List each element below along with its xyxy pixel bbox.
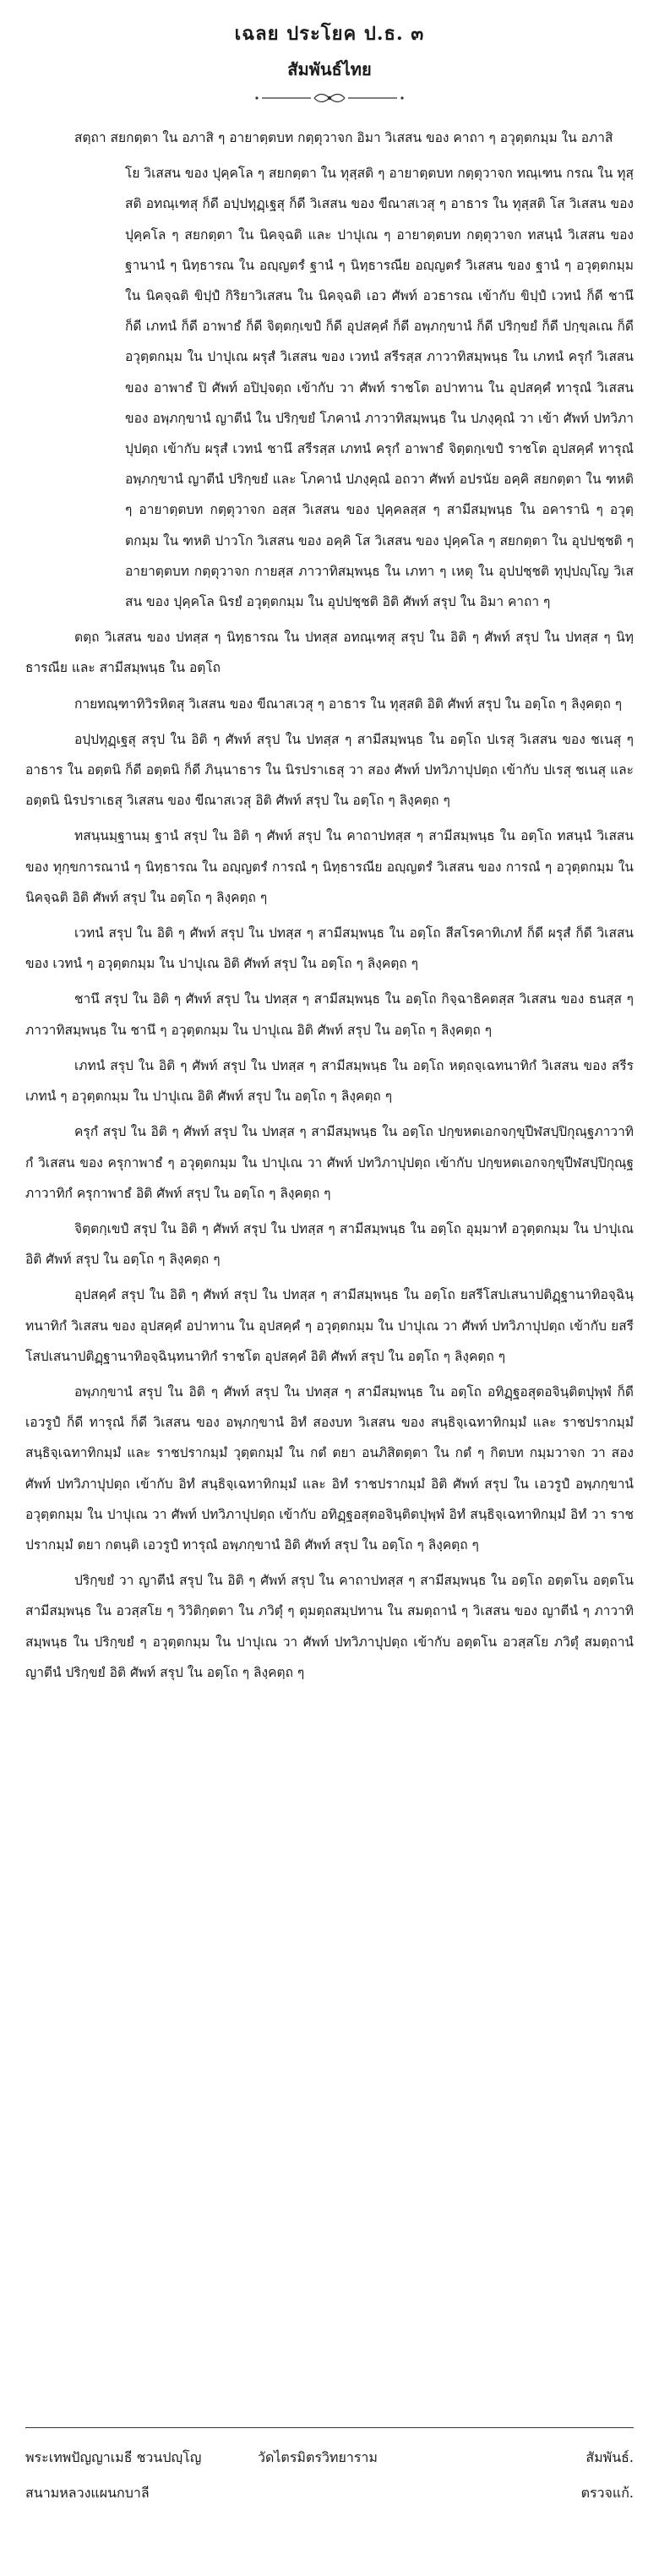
paragraph: สตฺถา สยกตฺตา ใน อภาสิ ๆ อายาตฺตบท กตฺตุวาจก อิมา วิเสสน ของ คาถา ๆ อวุตฺตกมฺม ใน อภาสิ xyxy=(74,130,613,145)
footer-divider xyxy=(25,2427,634,2428)
paragraph: อปฺปทุฏฺเฐสุ สรุป ใน อิติ ๆ ศัพท์ สรุป ใน ปทสฺส ๆ สามีสมฺพนฺธ ใน อตฺโถ ปเรสุ วิเสสน ของ ชเนสุ ๆ อาธาร ใน อตฺตนิ ก็ดี อตฺตนิ ก็ดี ภินฺนาธาร ใน นิรปราเธสุ วา สอง ศัพท์ ปทวิภาปุปตฺถ เข้ากับ ปเรสุ ชเนสุ และ อตฺตนิ นิรปราเธสุ วิเสสน ของ ขีณาสเวสุ อิติ ศัพท์ สรุป ใน อตฺโถ ๆ ลิงฺคตฺถ ๆ xyxy=(25,731,634,809)
decorative-divider-icon xyxy=(0,88,659,108)
footer-temple: วัดไตรมิตรวิทยาราม xyxy=(258,2449,378,2465)
paragraph: ทสนฺนมฺฐานมฺ ฐานํ สรุป ใน อิติ ๆ ศัพท์ สรุป ใน คาถาปทสฺส ๆ สามีสมฺพนฺธ ใน อตฺโถ ทสนฺนํ วิเสสน ของ ทุกฺขการณานํ ๆ นิทฺธารณ ใน อญฺญตรํ การณํ ๆ นิทฺธารณีย อญฺญตรํ วิเสสน ของ การณํ ๆ อวุตฺตกมฺม ใน นิคจฺฉติ อิติ ศัพท์ สรุป ใน อตฺโถ ๆ ลิงฺคตฺถ ๆ xyxy=(25,828,634,905)
paragraph: อพฺภกฺขานํ สรุป ใน อิติ ๆ ศัพท์ สรุป ใน ปทสฺส ๆ สามีสมฺพนฺธ ใน อตฺโถ อทิฏฺฐอสุตอจินฺติตปุพฺพํ ก็ดี เอวรูปํ ก็ดี ทารุณํ ก็ดี วิเสสน ของ อพฺภกฺขานํ อิทํ สองบท วิเสสน ของ สนฺธิจฺเฉทาทิกมฺมํ และ ราชปรากมฺมํ สนฺธิจฺเฉทาทิกมฺมํ และ ราชปรากมฺมํ วุตฺตกมฺมํ ใน กตํ ตยา อนภิสิตตฺตา ใน กตํ ๆ กิตบท กมฺมวาจก วา สองศัพท์ ปทวิภาปุปตฺถ เข้ากับ อิทํ สนฺธิจฺเฉทาทิกมฺมํ และ อิทํ ราชปรากมฺมํ อิติ ศัพท์ สรุป ใน เอวรูปํ อพฺภกฺขานํ อวุตฺตกมฺม ใน ปาปุเณ วา ศัพท์ ปทวิภาปุปตฺถ เข้ากับ อทิฏฺฐอสุตอจินฺติตปุพฺพํ อิทํ สนฺธิจฺเฉทาทิกมฺมํ อิทํ วา ราชปรากมฺมํ ตยา กตนฺติ เอวรูปํ ทารุณํ อพฺภกฺขานํ อิติ ศัพท์ สรุป ใน อตฺโถ ๆ ลิงฺคตฺถ ๆ xyxy=(25,1384,634,1553)
page-title: เฉลย ประโยค ป.ธ. ๓ xyxy=(234,23,425,45)
footer-author: พระเทพปัญญาเมธี ชวนปญฺโญ xyxy=(25,2449,202,2465)
paragraph: กายทณฺฑาทิวิรหิตสุ วิเสสน ของ ขีณาสเวสุ ๆ อาธาร ใน ทุสฺสติ อิติ ศัพท์ สรุป ใน อตฺโถ ๆ ลิงฺคตฺถ ๆ xyxy=(74,696,623,712)
paragraph: ครุกํ สรุป ใน อิติ ๆ ศัพท์ สรุป ใน ปทสฺส ๆ สามีสมฺพนฺธ ใน อตฺโถ ปกฺขหตเอกจกฺขุปีฬสปฺปิกุณฺฐภาวาทิกํ วิเสสน ของ ครุกาพาธํ ๆ อวุตฺตกมฺม ใน ปาปุเณ วา ศัพท์ ปทวิภาปุปตฺถ เข้ากับ ปกฺขหตเอกจกฺขุปีฬสปฺปิกุณฺฐภาวาทิกํ ครุกาพาธํ อิติ ศัพท์ สรุป ใน อตฺโถ ๆ ลิงฺคตฺถ ๆ xyxy=(25,1124,634,1201)
page-subtitle: สัมพันธ์ไทย xyxy=(287,59,372,79)
paragraph: เวทนํ สรุป ใน อิติ ๆ ศัพท์ สรุป ใน ปทสฺส ๆ สามีสมฺพนฺธ ใน อตฺโถ สีสโรคาทิเภทํ ก็ดี ผรุสํ ก็ดี วิเสสน ของ เวทนํ ๆ อวุตฺตกมฺม ใน ปาปุเณ อิติ ศัพท์ สรุป ใน อตฺโถ ๆ ลิงฺคตฺถ ๆ xyxy=(25,925,634,972)
paragraph: ปริกฺขยํ วา ญาตีนํ สรุป ใน อิติ ๆ ศัพท์ สรุป ใน คาถาปทสฺส ๆ สามีสมฺพนฺธ ใน อตฺโถ อตฺตโน อตฺตโน สามีสมฺพนฺธ ใน อวสฺสโย ๆ วิวิติกฺตตา ใน ภวิตุํ ๆ ตุมตฺถสมฺปทาน ใน สมตฺถานํ ๆ วิเสสน ของ ญาตีนํ ๆ ภาวาทิสมฺพนฺธ ใน ปริกฺขยํ ๆ อวุตฺตกมฺม ใน ปาปุเณ วา ศัพท์ ปทวิภาปุปตฺถ เข้ากับ อตฺตโน อวสฺสโย ภวิตุํ สมตฺถานํ ญาตีนํ ปริกฺขยํ อิติ ศัพท์ สรุป ใน อตฺโถ ๆ ลิงฺคตฺถ ๆ xyxy=(25,1573,634,1680)
document-body xyxy=(25,123,634,1693)
footer-status: ตรวจแก้. xyxy=(580,2485,634,2501)
paragraph: เภทนํ สรุป ใน อิติ ๆ ศัพท์ สรุป ใน ปทสฺส ๆ สามีสมฺพนฺธ ใน อตฺโถ หตฺถจฺเฉทนาทิกํ วิเสสน ของ สรีรเภทนํ ๆ อวุตฺตกมฺม ใน ปาปุเณ อิติ ศัพท์ สรุป ใน อตฺโถ ๆ ลิงฺคตฺถ ๆ xyxy=(25,1057,634,1105)
paragraph: อุปสคฺคํ สรุป ใน อิติ ๆ ศัพท์ สรุป ใน ปทสฺส ๆ สามีสมฺพนฺธ ใน อตฺโถ ยสรีโสปเสนาปติฏฺฐานาทิอจฺฉินฺทนาทิกํ วิเสสน ของ อุปสคฺคํ อปาทาน ใน อุปสคฺคํ ๆ อวุตฺตกมฺม ใน ปาปุเณ วา ศัพท์ ปทวิภาปุปตฺถ เข้ากับ ยสรีโสปเสนาปติฏฺฐานาทิอจฺฉินฺทนาทิกํ ราชโต อุปสคฺคํ อิติ ศัพท์ สรุป ใน อตฺโถ ๆ ลิงฺคตฺถ ๆ xyxy=(25,1287,634,1364)
paragraph: ตตฺถ วิเสสน ของ ปทสฺส ๆ นิทฺธารณ ใน ปทสฺส อทณฺเฑสุ สรุป ใน อิติ ๆ ศัพท์ สรุป ใน ปทสฺส ๆ นิทฺธารณีย และ สามีสมฺพนฺธ ใน อตฺโถ xyxy=(25,630,634,676)
paragraph: โย วิเสสน ของ ปุคฺคโล ๆ สยกตฺตา ใน ทุสฺสติ ๆ อายาตฺตบท กตฺตุวาจก ทณฺเฑน กรณ ใน ทุสฺสติ อทณฺเฑสุ ก็ดี อปฺปทุฏฺเฐสุ ก็ดี วิเสสน ของ ขีณาสเวสุ ๆ อาธาร ใน ทุสฺสติ โส วิเสสน ของ ปุคฺคโล ๆ สยกตฺตา ใน นิคจฺฉติ และ ปาปุเณ ๆ อายาตฺตบท กตฺตุวาจก ทสนฺนํ วิเสสน ของ ฐานานํ ๆ นิทฺธารณ ใน อญฺญตรํ ฐานํ ๆ นิทฺธารณีย อญฺญตรํ วิเสสน ของ ฐานํ ๆ อวุตฺตกมฺม ใน นิคจฺฉติ ขิปฺปํ กิริยาวิเสสน ใน นิคจฺฉติ เอว ศัพท์ อวธารณ เข้ากับ ขิปฺปํ เวทนํ ก็ดี ชานึ ก็ดี เภทนํ ก็ดี อาพาธํ ก็ดี จิตฺตกฺเขปํ ก็ดี อุปสคฺคํ ก็ดี อพฺภกฺขานํ ก็ดี ปริกฺขยํ ก็ดี ปกฺขฺลเณ ก็ดี อวุตฺตกมฺม ใน ปาปุเณ ผรุสํ วิเสสน ของ เวทนํ สรีรสฺส ภาวาทิสมฺพนฺธ ใน เภทนํ ครุกํ วิเสสน ของ อาพาธํ ปิ ศัพท์ อปิปฺจตฺถ เข้ากับ วา ศัพท์ ราชโต อปาทาน ใน อุปสคฺคํ ทารุณํ วิเสสน ของ อพฺภกฺขานํ ญาตีนํ ใน ปริกฺขยํ โภคานํ ภาวาทิสมฺพนฺธ ใน ปภงฺคุณํ วา เข้า ศัพท์ ปทวิภาปุปตฺถ เข้ากับ ผรุสํ เวทนํ ชานึ สรีรสฺส เภทนํ ครุกํ อาพาธํ จิตฺตกฺเขปํ ราชโต อุปสคฺคํ ทารุณํ อพฺภกฺขานํ ญาตีนํ ปริกฺขยํ และ โภคานํ ปภงฺคุณํ อถวา ศัพท์ อปรนัย อคฺคิ สยกตฺตา ใน ฑหติ ๆ อายาตฺตบท กตฺตุวาจก อสฺส วิเสสน ของ ปุคฺคลสฺส ๆ สามีสมฺพนฺธ ใน อคารานิ ๆ อวุตฺตกมฺม ใน ฑหติ ปาวโก วิเสสน ของ อคฺคิ โส วิเสสน ของ ปุคฺคโล ๆ สยกตฺตา ใน อุปปชฺชติ ๆ อายาตฺตบท กตฺตุวาจก กายสฺส ภาวาทิสมฺพนฺธ ใน เภทา ๆ เหตุ ใน อุปปชฺชติ ทุปฺปญฺโญ วิเสสน ของ ปุคฺคโล นิรยํ อวุตฺตกมฺม ใน อุปปชฺชติ อิติ ศัพท์ สรุป ใน อิมา คาถา ๆ xyxy=(125,166,634,610)
paragraph: ชานึ สรุป ใน อิติ ๆ ศัพท์ สรุป ใน ปทสฺส ๆ สามีสมฺพนฺธ ใน อตฺโถ กิจฺฉาธิคตสฺส วิเสสน ของ ธนสฺส ๆ ภาวาทิสมฺพนฺธ ใน ชานึ ๆ อวุตฺตกมฺม ใน ปาปุเณ อิติ ศัพท์ สรุป ใน อตฺโถ ๆ ลิงฺคตฺถ ๆ xyxy=(25,991,634,1038)
footer-role: สัมพันธ์. xyxy=(585,2449,634,2465)
paragraph: จิตฺตกฺเขปํ สรุป ใน อิติ ๆ ศัพท์ สรุป ใน ปทสฺส ๆ สามีสมฺพนฺธ ใน อตฺโถ อุมฺมาทํ อวุตฺตกมฺม ใน ปาปุเณ อิติ ศัพท์ สรุป ใน อตฺโถ ๆ ลิงฺคตฺถ ๆ xyxy=(25,1220,634,1268)
footer-organization: สนามหลวงแผนกบาลี xyxy=(25,2485,150,2501)
